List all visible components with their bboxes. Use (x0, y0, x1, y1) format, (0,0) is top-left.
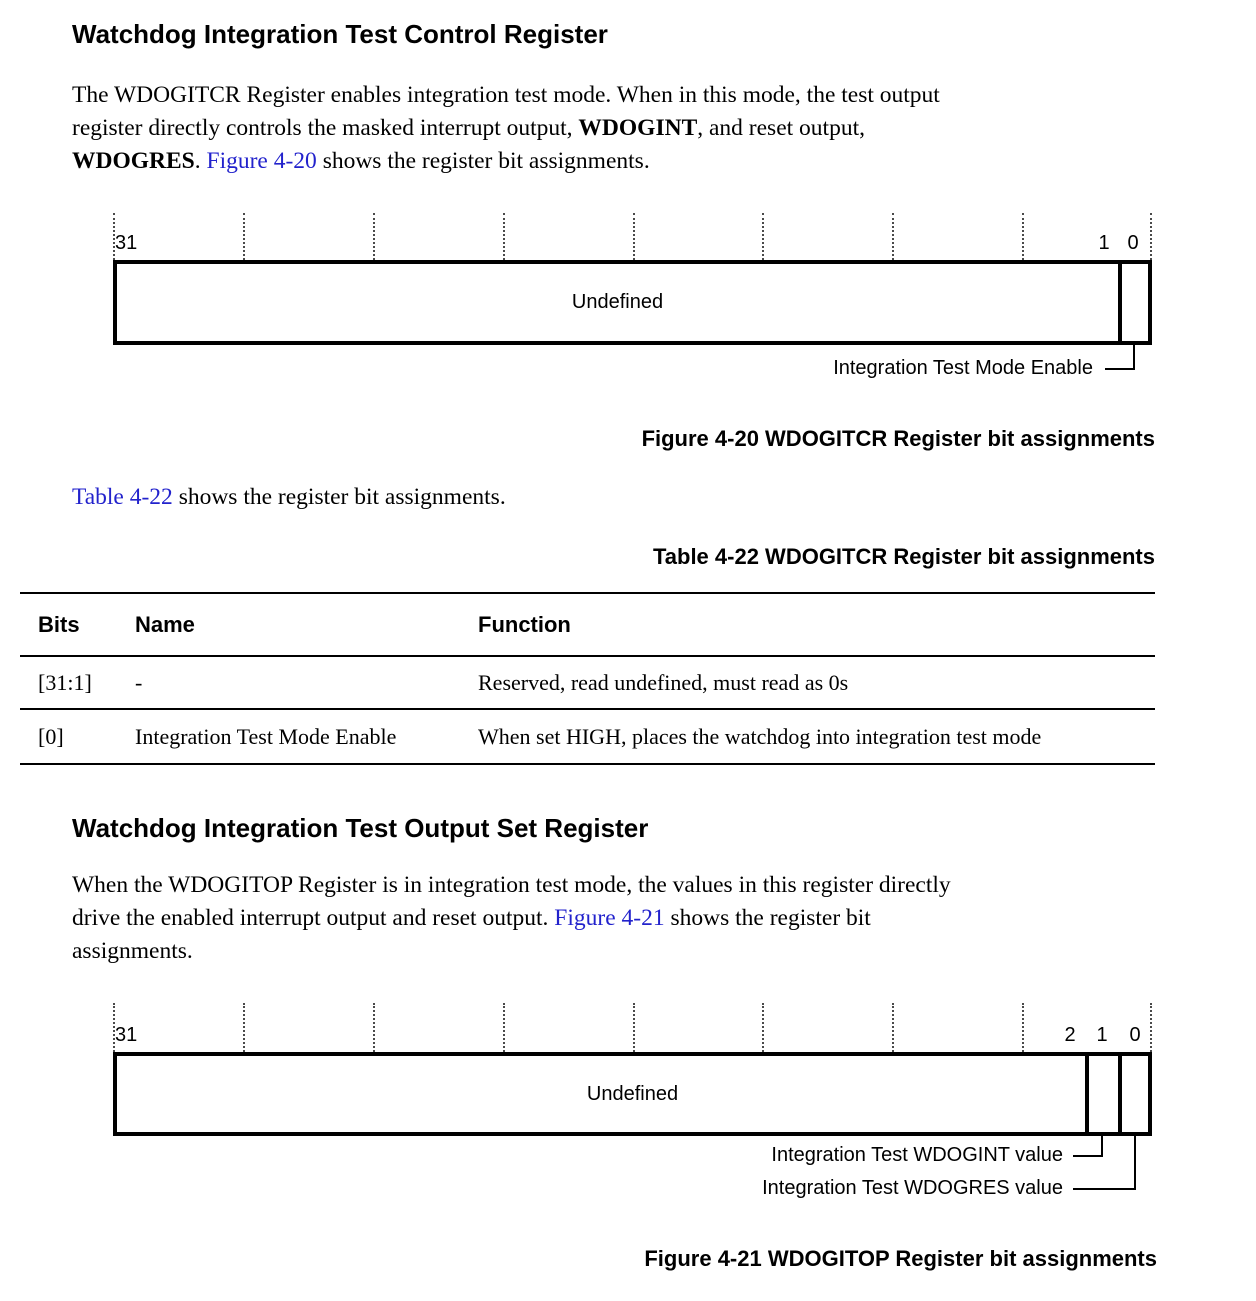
cross-reference-link[interactable]: Table 4-22 (72, 484, 173, 510)
tick-line (1022, 1003, 1024, 1052)
bold-term: WDOGRES (72, 148, 195, 174)
text-line (72, 935, 951, 968)
table-header-row (20, 592, 1155, 655)
bit-label-2: 2 (1064, 1024, 1076, 1046)
table-cell: When set HIGH, places the watchdog into integration test mode (478, 723, 1042, 749)
undefined-field-label: Undefined (571, 291, 664, 313)
table-header-cell: Bits (38, 611, 80, 637)
bit-label-0: 0 (1127, 232, 1139, 254)
table-cell: Integration Test Mode Enable (135, 723, 397, 749)
table-intro-paragraph (72, 481, 506, 514)
bit-tick-marks (113, 213, 1152, 260)
text-line (72, 145, 940, 178)
output-register-paragraph (72, 869, 951, 968)
tick-line (373, 213, 375, 260)
undefined-field-label: Undefined (586, 1082, 679, 1105)
tick-line (892, 1003, 894, 1052)
bit-label-0: 0 (1129, 1024, 1141, 1046)
text-segment: The WDOGITCR Register enables integration test mode. When in this mode, the test output (72, 82, 940, 108)
table-4-22-caption: Table 4-22 WDOGITCR Register bit assignments (652, 544, 1155, 569)
bold-term: WDOGINT (578, 115, 698, 141)
table-header-cell: Name (135, 611, 195, 637)
text-segment: shows the register bit assignments. (172, 484, 506, 510)
bit-tick-marks (113, 1003, 1152, 1052)
tick-line (243, 1003, 245, 1052)
tick-line (243, 213, 245, 260)
tick-line (762, 213, 764, 260)
table-cell: Reserved, read undefined, must read as 0s (478, 669, 849, 695)
text-segment: register directly controls the masked interrupt output, (72, 115, 579, 141)
text-segment: drive the enabled interrupt output and reset output. (72, 905, 555, 931)
section-heading-output-set-register: Watchdog Integration Test Output Set Register (72, 813, 649, 843)
wdogint-callout-line-horizontal (1073, 1155, 1103, 1157)
text-line (72, 902, 951, 935)
table-row (20, 655, 1155, 708)
text-line (72, 869, 951, 902)
cross-reference-link[interactable]: Figure 4-20 (206, 148, 317, 174)
text-segment: , and reset output, (697, 115, 865, 141)
text-segment: When the WDOGITOP Register is in integration test mode, the values in this register directly (72, 872, 951, 898)
wdogres-callout-line-vertical (1134, 1134, 1136, 1190)
text-line (72, 481, 506, 514)
figure-4-21-caption: Figure 4-21 WDOGITOP Register bit assignments (644, 1246, 1157, 1271)
wdogitcr-bit-diagram (113, 213, 1152, 413)
text-segment: assignments. (72, 938, 193, 964)
callout-line-vertical (1133, 341, 1135, 370)
cross-reference-link[interactable]: Figure 4-21 (554, 905, 665, 931)
callout-integration-test-wdogres-value: Integration Test WDOGRES value (762, 1177, 1063, 1199)
tick-line (1022, 213, 1024, 260)
text-segment: shows the register bit assignments. (316, 148, 650, 174)
tick-line (503, 213, 505, 260)
table-cell: - (135, 669, 143, 695)
table-header-cell: Function (478, 611, 571, 637)
bit-label-31: 31 (115, 1024, 138, 1046)
bit-label-1: 1 (1096, 1024, 1108, 1046)
tick-line (892, 213, 894, 260)
text-segment: shows the register bit (664, 905, 871, 931)
callout-line-horizontal (1105, 368, 1135, 370)
text-line (72, 79, 940, 112)
tick-line (762, 1003, 764, 1052)
text-line (72, 112, 940, 145)
bit-label-31: 31 (115, 232, 138, 254)
control-register-paragraph (72, 79, 940, 178)
table-row (20, 708, 1155, 763)
bit-0-separator (1118, 264, 1122, 341)
table-cell: [31:1] (38, 669, 92, 695)
callout-integration-test-wdogint-value: Integration Test WDOGINT value (771, 1144, 1063, 1166)
wdogint-callout-line-vertical (1101, 1134, 1103, 1157)
bit-label-1: 1 (1098, 232, 1110, 254)
tick-line (633, 213, 635, 260)
callout-integration-test-mode-enable: Integration Test Mode Enable (833, 357, 1093, 379)
table-cell: [0] (38, 723, 64, 749)
tick-line (373, 1003, 375, 1052)
register-bit-assignments-table (20, 592, 1155, 765)
tick-line (633, 1003, 635, 1052)
tick-line (503, 1003, 505, 1052)
figure-4-20-caption: Figure 4-20 WDOGITCR Register bit assignments (641, 426, 1155, 451)
wdogres-callout-line-horizontal (1073, 1188, 1136, 1190)
wdogitop-bit-diagram (113, 1003, 1152, 1218)
text-segment: . (194, 148, 207, 174)
section-heading-control-register: Watchdog Integration Test Control Register (72, 19, 608, 49)
